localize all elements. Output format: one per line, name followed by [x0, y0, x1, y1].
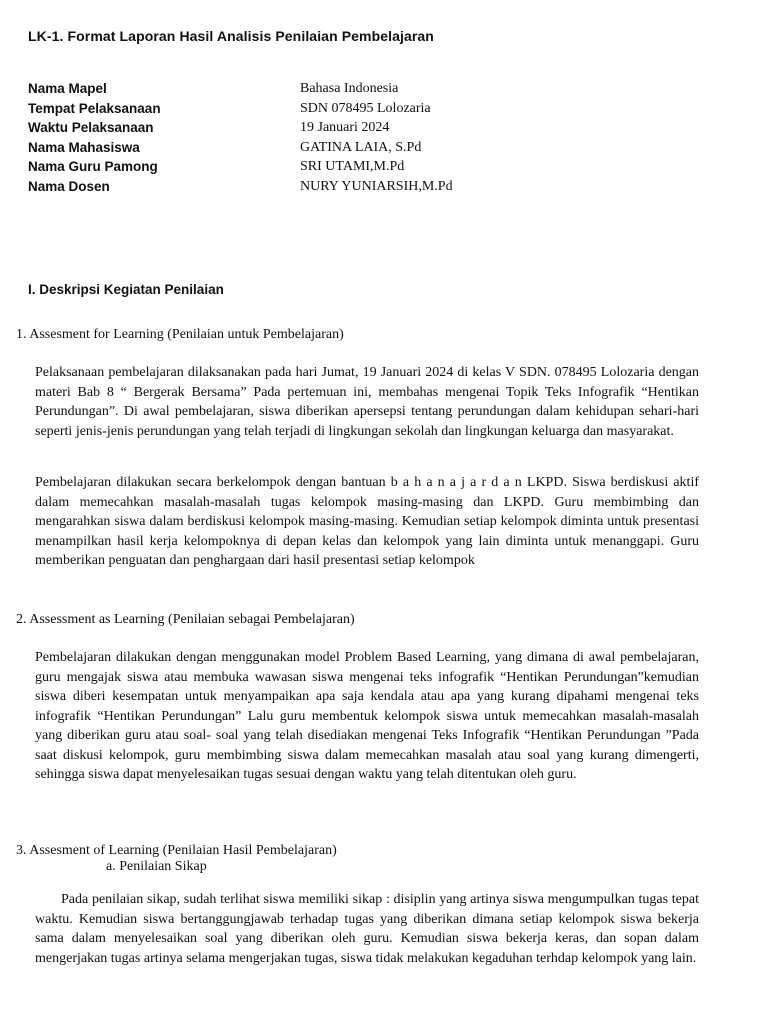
- meta-label: Nama Guru Pamong: [28, 159, 158, 175]
- meta-label: Nama Dosen: [28, 178, 110, 194]
- meta-row-mapel: [28, 79, 453, 99]
- meta-row-tempat: [28, 99, 453, 119]
- meta-label: Tempat Pelaksanaan: [28, 100, 161, 116]
- section-title: I. Deskripsi Kegiatan Penilaian: [28, 282, 224, 297]
- item-heading-1: 1. Assesment for Learning (Penilaian untuk Pembelajaran): [16, 327, 344, 342]
- meta-value: SDN 078495 Lolozaria: [300, 100, 431, 116]
- paragraph-1b: Pembelajaran dilakukan secara berkelompok dengan bantuan b a h a n a j a r d a n LKPD. Siswa berdiskusi aktif dalam memecahkan masalah-masalah tugas kelompok masing-masing dan LKPD. Guru membimbing dan mengarahkan siswa dalam berdiskusi kelompok masing-masing. Kemudian setiap kelompok diminta untuk presentasi menampilkan hasil kerja kelompoknya di depan kelas dan kelompok yang lain diminta untuk menanggapi. Guru memberikan penguatan dan penghargaan dari hasil presentasi setiap kelompok: [35, 475, 699, 568]
- meta-row-guru-pamong: [28, 157, 453, 177]
- meta-value: 19 Januari 2024: [300, 120, 390, 136]
- paragraph-3a: Pada penilaian sikap, sudah terlihat siswa memiliki sikap : disiplin yang artinya siswa mengumpulkan tugas tepat waktu. Kemudian siswa bertanggungjawab terhadap tugas yang diberikan dimana setiap kelompok siswa bekerja sama dalam menyelesaikan soal yang diberikan oleh guru. Kemudian siswa bekerja keras, dan sopan dalam mengerjakan tugas artinya selama mengerjakan tugas, siswa tidak melakukan kegaduhan terhdap kelompok yang lain.: [35, 892, 699, 966]
- document-title: LK-1. Format Laporan Hasil Analisis Penilaian Pembelajaran: [28, 28, 434, 44]
- meta-value: SRI UTAMI,M.Pd: [300, 159, 405, 175]
- meta-row-dosen: [28, 177, 453, 197]
- meta-label: Waktu Pelaksanaan: [28, 120, 154, 136]
- subheading-penilaian-sikap: a. Penilaian Sikap: [106, 859, 207, 874]
- paragraph-1a: Pelaksanaan pembelajaran dilaksanakan pada hari Jumat, 19 Januari 2024 di kelas V SDN. 078495 Lolozaria dengan materi Bab 8 “ Bergerak Bersama” Pada pertemuan ini, membahas mengenai Topik Teks Infografik “Hentikan Perundungan”. Di awal pembelajaran, siswa diberikan apersepsi tentang perundungan dalam kehidupan sehari-hari seperti jenis-jenis perundungan yang telah terjadi di lingkungan sekolah dan lingkungan keluarga dan masyarakat.: [35, 365, 699, 439]
- meta-row-mahasiswa: [28, 138, 453, 158]
- meta-value: Bahasa Indonesia: [300, 81, 399, 96]
- item-heading-3: 3. Assesment of Learning (Penilaian Hasil Pembelajaran): [16, 843, 337, 858]
- identity-table: [28, 79, 453, 197]
- paragraph-2a: Pembelajaran dilakukan dengan menggunakan model Problem Based Learning, yang dimana di awal pembelajaran, guru mengajak siswa atau membuka wawasan siswa mengenai teks infografik “Hentikan Perundungan”kemudian siswa diberi kesempatan untuk menyampaikan apa saja kendala atau apa yang kurang dipahami mengenai teks infografik “Hentikan Perundungan” Lalu guru membentuk kelompok siswa untuk memecahkan masalah-masalah yang diberikan guru atau soal- soal yang telah disediakan mengenai Teks Infografik “Hentikan Perundungan ”Pada saat diskusi kelompok, guru membimbing siswa dalam memecahkan masalah atau soal yang kurang dimengerti, sehingga siswa dapat menyelesaikan tugas sesuai dengan waktu yang telah ditentukan oleh guru.: [35, 650, 699, 782]
- meta-label: Nama Mapel: [28, 81, 107, 96]
- meta-row-waktu: [28, 118, 453, 138]
- item-heading-2: 2. Assessment as Learning (Penilaian sebagai Pembelajaran): [16, 612, 355, 627]
- meta-value: NURY YUNIARSIH,M.Pd: [300, 178, 453, 194]
- meta-label: Nama Mahasiswa: [28, 139, 140, 155]
- meta-value: GATINA LAIA, S.Pd: [300, 139, 422, 155]
